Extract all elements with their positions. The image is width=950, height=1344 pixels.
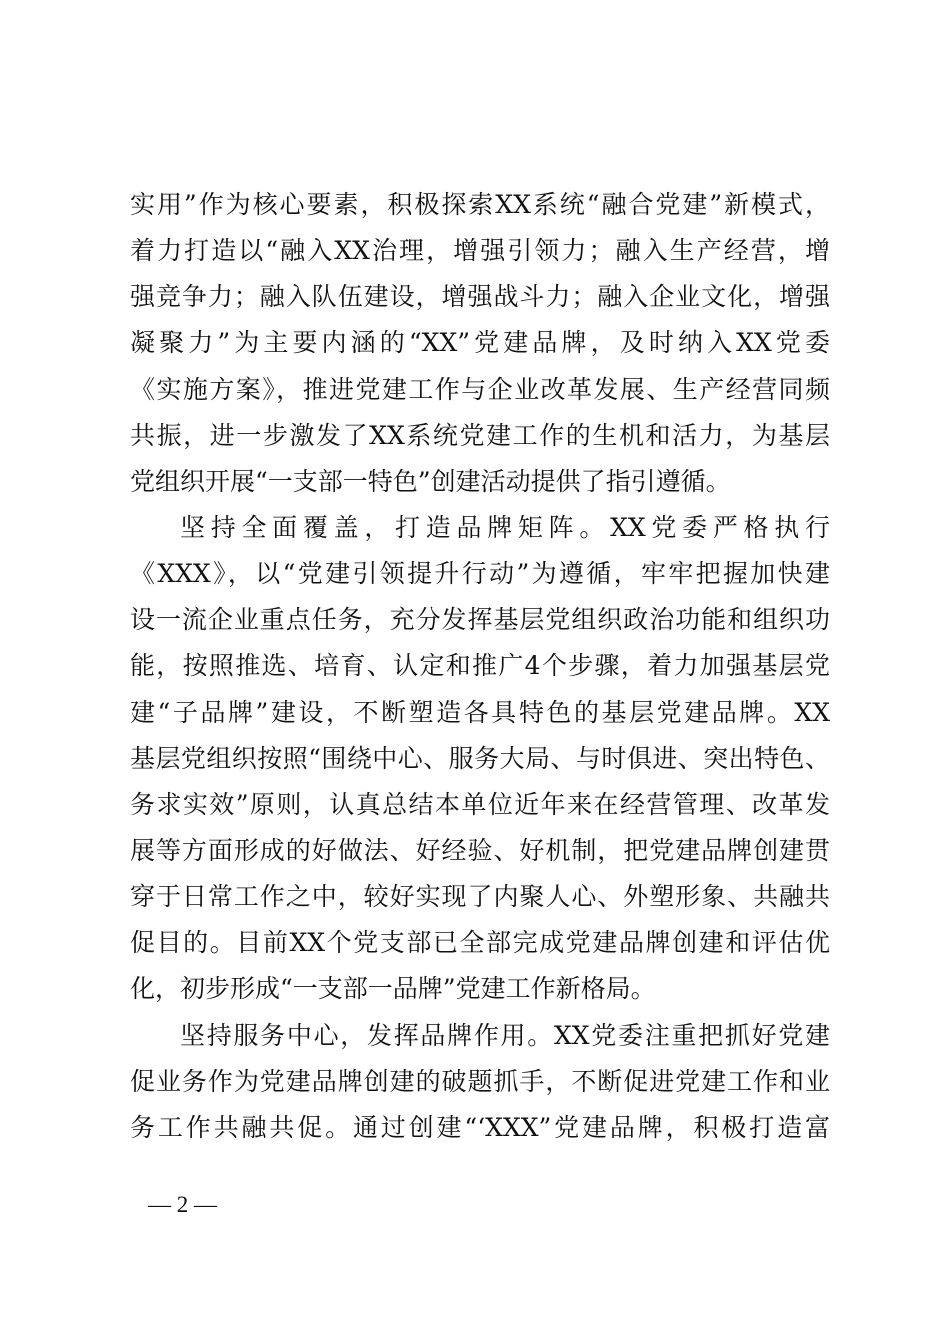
text-line: 务求实效”原则，认真总结本单位近年来在经营管理、改革发 xyxy=(130,789,830,819)
text-line: 促目的。目前XX个党支部已全部完成党建品牌创建和评估优 xyxy=(130,928,830,958)
text-line: 促业务作为党建品牌创建的破题抓手，不断促进党建工作和业 xyxy=(130,1066,830,1096)
text-line: 建“子品牌”建设，不断塑造各具特色的基层党建品牌。XX xyxy=(130,697,830,727)
text-line: 能，按照推选、培育、认定和推广4个步骤，着力加强基层党 xyxy=(130,651,830,681)
document-body xyxy=(130,182,830,1151)
text-line: 凝聚力”为主要内涵的“XX”党建品牌，及时纳入XX党委 xyxy=(130,328,830,358)
text-line: 《XXX》，以“党建引领提升行动”为遵循，牢牢把握加快建 xyxy=(130,559,830,589)
text-line: 基层党组织按照“围绕中心、服务大局、与时俱进、突出特色、 xyxy=(130,743,830,773)
text-line: 穿于日常工作之中，较好实现了内聚人心、外塑形象、共融共 xyxy=(130,882,830,912)
page-number: — 2 — xyxy=(148,1192,217,1217)
text-line: 务工作共融共促。通过创建“‘XXX”党建品牌，积极打造富 xyxy=(130,1112,830,1142)
text-line: 党组织开展“一支部一特色”创建活动提供了指引遵循。 xyxy=(130,466,731,496)
paragraph xyxy=(130,505,830,1013)
text-line: 着力打造以“融入XX治理，增强引领力；融入生产经营，增 xyxy=(130,236,830,266)
text-line: 强竞争力；融入队伍建设，增强战斗力；融入企业文化，增强 xyxy=(130,282,830,312)
paragraph xyxy=(130,182,830,505)
text-line: 共振，进一步激发了XX系统党建工作的生机和活力，为基层 xyxy=(130,420,830,450)
paragraph xyxy=(130,1013,830,1151)
text-line: 实用”作为核心要素，积极探索XX系统“融合党建”新模式， xyxy=(130,190,830,219)
text-line: 展等方面形成的好做法、好经验、好机制，把党建品牌创建贯 xyxy=(130,835,830,865)
text-line: 《实施方案》，推进党建工作与企业改革发展、生产经营同频 xyxy=(130,374,830,404)
text-line: 设一流企业重点任务，充分发挥基层党组织政治功能和组织功 xyxy=(130,605,830,635)
text-line: 坚持全面覆盖，打造品牌矩阵。XX党委严格执行 xyxy=(180,512,830,542)
text-line: 坚持服务中心，发挥品牌作用。XX党委注重把抓好党建 xyxy=(180,1020,830,1050)
text-line: 化，初步形成“一支部一品牌”党建工作新格局。 xyxy=(130,974,656,1004)
